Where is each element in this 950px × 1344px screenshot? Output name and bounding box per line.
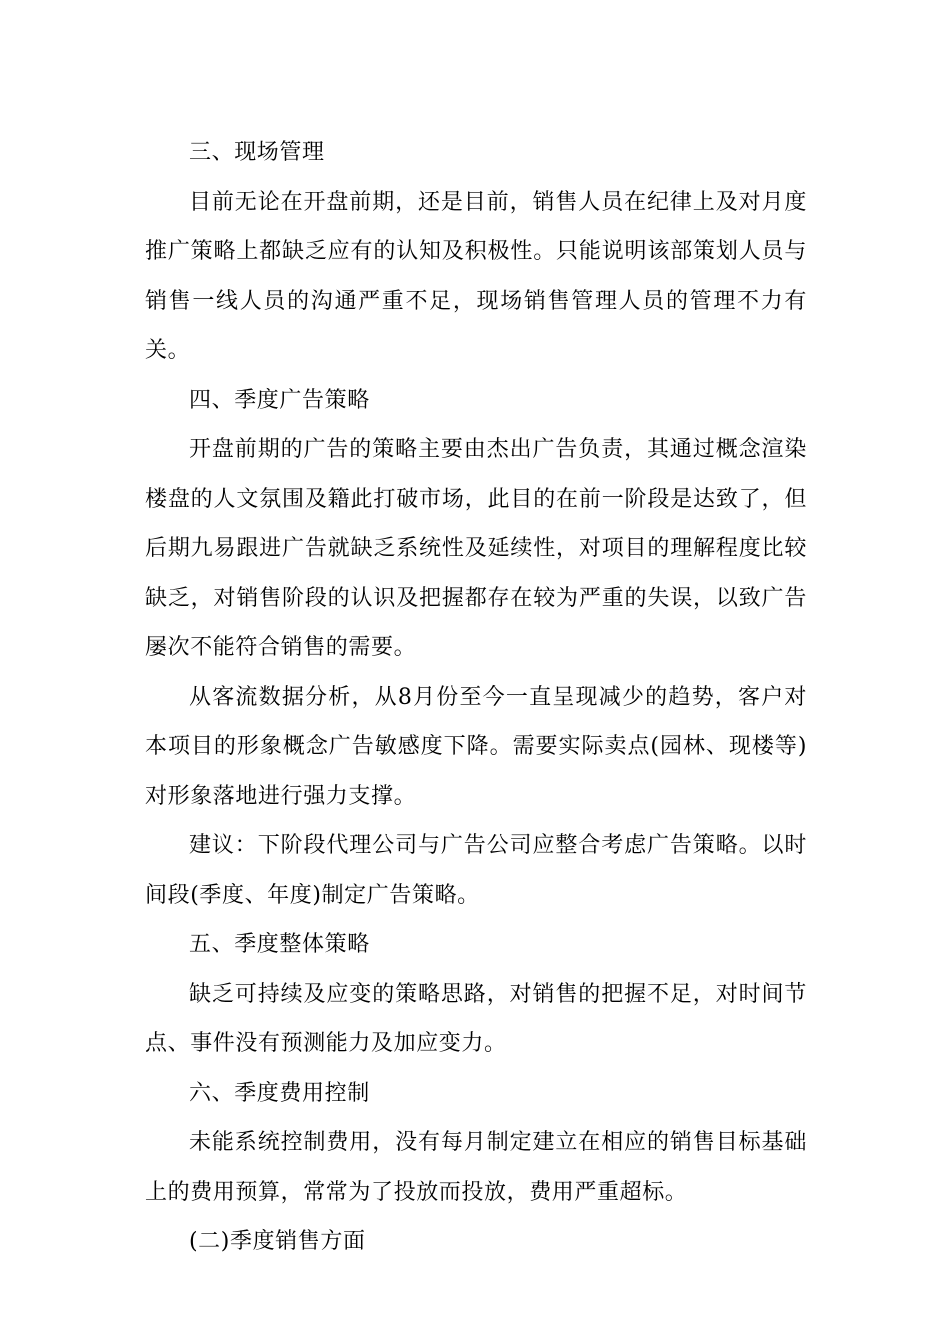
section-heading-overall-strategy: 五、季度整体策略	[189, 932, 370, 957]
section-heading-cost-control: 六、季度费用控制	[189, 1080, 370, 1106]
paragraph-traffic-analysis: 从客流数据分析，从8月份至今一直呈现减少的趋势，客户对本项目的形象概念广告敏感度下降。需要实际卖点(园林、现楼等)对形象落地进行强力支撑。	[145, 684, 807, 809]
paragraph-advertising-strategy: 开盘前期的广告的策略主要由杰出广告负责，其通过概念渲染楼盘的人文氛围及籍此打破市场，此目的在前一阶段是达致了，但后期九易跟进广告就缺乏系统性及延续性，对项目的理解程度比较缺乏，对销售阶段的认识及把握都存在较为严重的失误，以致广告屡次不能符合销售的需要。	[145, 437, 807, 660]
section-heading-site-management: 三、现场管理	[189, 140, 325, 165]
paragraph-site-management: 目前无论在开盘前期，还是目前，销售人员在纪律上及对月度推广策略上都缺乏应有的认知及积极性。只能说明该部策划人员与销售一线人员的沟通严重不足，现场销售管理人员的管理不力有关。	[145, 189, 807, 363]
section-heading-sales: (二)季度销售方面	[189, 1229, 366, 1254]
paragraph-cost-control: 未能系统控制费用，没有每月制定建立在相应的销售目标基础上的费用预算，常常为了投放而投放，费用严重超标。	[145, 1130, 807, 1205]
section-heading-advertising-strategy: 四、季度广告策略	[189, 387, 370, 413]
paragraph-overall-strategy: 缺乏可持续及应变的策略思路，对销售的把握不足，对时间节点、事件没有预测能力及加应变力。	[145, 981, 807, 1056]
document-body	[145, 128, 807, 1267]
paragraph-recommendation: 建议：下阶段代理公司与广告公司应整合考虑广告策略。以时间段(季度、年度)制定广告策略。	[145, 833, 807, 908]
